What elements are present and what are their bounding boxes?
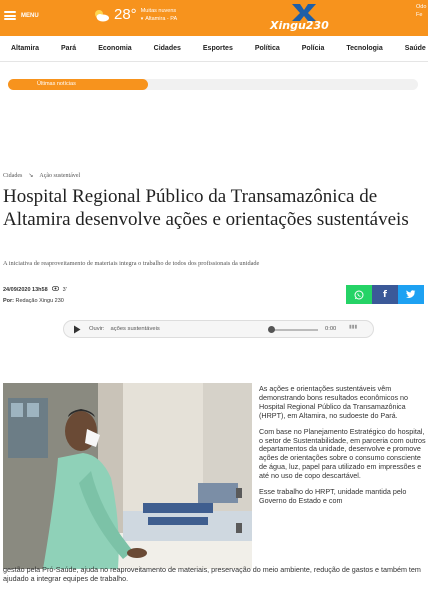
site-logo[interactable] xyxy=(266,2,342,34)
partly-cloudy-icon xyxy=(92,8,110,22)
author-prefix: Por: xyxy=(3,298,14,304)
news-ticker[interactable] xyxy=(8,79,418,90)
play-button[interactable] xyxy=(67,322,87,336)
player-volume-icon[interactable]: ▮▮▮ xyxy=(349,324,358,330)
audio-player xyxy=(63,320,374,338)
article-paragraph-3-continued: gestão pela Pró-Saúde, ajuda no reaproveitamento de materiais, preservação do meio ambiente, redução de gastos e também tem ajudado a integrar equipes de trabalho. xyxy=(3,565,421,583)
nav-item-politica[interactable]: Política xyxy=(254,45,280,52)
nav-item-esportes[interactable]: Esportes xyxy=(202,45,233,52)
nav-item-tecnologia[interactable]: Tecnologia xyxy=(346,45,383,52)
nav-item-para[interactable]: Pará xyxy=(61,45,77,52)
article-date: 24/09/2020 13h58 xyxy=(3,286,48,293)
location-pin-icon: ▾ xyxy=(140,15,144,22)
play-icon xyxy=(73,325,81,334)
header-right-clipped xyxy=(416,3,426,19)
breadcrumb-item-cidades[interactable]: Cidades xyxy=(3,172,23,179)
nav-item-altamira[interactable]: Altamira xyxy=(11,45,40,52)
twitter-share-button[interactable] xyxy=(398,285,424,304)
nav-item-cidades[interactable]: Cidades xyxy=(153,45,181,52)
article-paragraph-3-start: Esse trabalho do HRPT, unidade mantida pelo Governo do Estado e com xyxy=(259,487,407,505)
top-bar xyxy=(0,0,428,36)
facebook-icon: f xyxy=(383,289,387,300)
ticker-label: Últimas notícias xyxy=(8,79,148,90)
hamburger-icon xyxy=(4,11,16,20)
nav-item-economia[interactable]: Economia xyxy=(98,45,132,52)
player-progress-knob[interactable] xyxy=(268,326,275,333)
weather-location: Altamira - PA xyxy=(145,15,178,22)
twitter-icon xyxy=(406,290,416,299)
weather-condition: Muitas nuvens xyxy=(140,7,177,14)
read-time: 3' xyxy=(62,286,67,293)
player-label: Ouvir: xyxy=(89,326,105,332)
header-right-line-2: Fe xyxy=(416,12,423,18)
logo-text: Xingu230 xyxy=(270,19,329,32)
article-title: Hospital Regional Público da Transamazônica de Altamira desenvolve ações e orientações sustentáveis xyxy=(3,186,409,230)
article-paragraph-1: As ações e orientações sustentáveis vêm demonstrando bons resultados econômicos no Hospital Regional Público da Transamazônica (HRPT), em Altamira, no sudoeste do Pará. xyxy=(259,384,409,420)
article-body xyxy=(259,385,426,513)
menu-label: MENU xyxy=(21,12,39,19)
whatsapp-icon xyxy=(354,290,364,300)
weather-widget xyxy=(92,6,177,23)
article-subtitle: A iniciativa de reaproveitamento de materiais integra o trabalho de todos dos profissionais da unidade xyxy=(3,260,260,267)
author-name[interactable]: Redação Xingu 230 xyxy=(15,298,64,304)
article-photo xyxy=(3,383,252,569)
article-paragraph-2: Com base no Planejamento Estratégico do hospital, o setor de Sustentabilidade, em parceria com outros departamentos da unidade, desenvolve e promove ações de orientações sobre o consumo consciente de água, luz, papel para utilizado em impressões e até no uso de copo descartável. xyxy=(259,426,426,481)
nav-item-saude[interactable]: Saúde xyxy=(404,45,426,52)
temperature: 28° xyxy=(114,6,137,23)
facebook-share-button[interactable] xyxy=(372,285,398,304)
player-track: ações sustentáveis xyxy=(110,326,160,332)
article-date-row xyxy=(3,286,67,293)
nav-item-policia[interactable]: Polícia xyxy=(301,45,325,52)
article-author xyxy=(3,298,64,304)
breadcrumb-item-section[interactable]: Ação sustentável xyxy=(39,172,81,179)
player-progress-bar[interactable] xyxy=(270,329,318,331)
whatsapp-share-button[interactable] xyxy=(346,285,372,304)
header-right-line-1: Odo xyxy=(416,4,427,10)
player-time: 0:00 xyxy=(325,326,337,332)
breadcrumb xyxy=(3,172,80,179)
main-nav xyxy=(0,36,428,62)
menu-button[interactable] xyxy=(4,11,39,20)
eye-icon xyxy=(52,286,59,293)
breadcrumb-separator-icon: ↘ xyxy=(28,173,34,179)
